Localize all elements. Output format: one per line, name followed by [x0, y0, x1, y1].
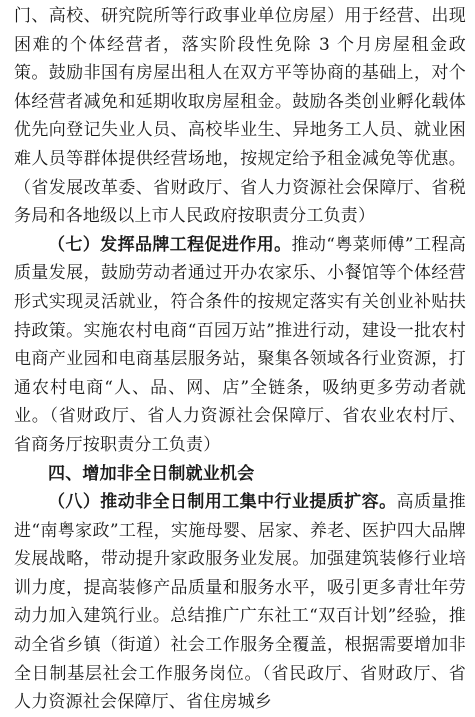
paragraph-brand-projects [14, 231, 466, 460]
paragraph-part-time-employment [14, 488, 466, 717]
document-page [14, 2, 466, 717]
heading-text: 四、增加非全日制就业机会 [48, 463, 255, 484]
paragraph-text: 高质量推进“南粤家政”工程，实施母婴、居家、养老、医护四大品牌发展战略，带动提升家政服务业发展。加强建筑装修行业培训力度，提高装修产品质量和服务水平，吸引更多青壮年劳动力加入建筑行业。总结推广广东社工“双百计划”经验，推动全省乡镇（街道）社会工作服务全覆盖，根据需要增加非全日制基层社会工作服务岗位。（省民政厅、省财政厅、省人力资源社会保障厅、省住房城乡 [14, 492, 466, 713]
paragraph-text: 推动“粤菜师傅”工程高质量发展，鼓励劳动者通过开办农家乐、小餐馆等个体经营形式实现灵活就业，符合条件的按规定落实有关创业补贴扶持政策。实施农村电商“百园万站”推进行动，建设一批农村电商产业园和电商基层服务站，聚集各领域各行业资源，打通农村电商“人、品、网、店”全链条，吸纳更多劳动者就业。（省财政厅、省人力资源社会保障厅、省农业农村厅、省商务厅按职责分工负责） [14, 234, 466, 455]
section-lead-8: （八）推动非全日制用工集中行业提质扩容。 [48, 492, 397, 513]
section-heading-4 [14, 460, 466, 489]
paragraph-text: 门、高校、研究院所等行政事业单位房屋）用于经营、出现困难的个体经营者，落实阶段性免除 3 个月房屋租金政策。鼓励非国有房屋出租人在双方平等协商的基础上，对个体经营者减免和延期收取房屋租金。鼓励各类创业孵化载体优先向登记失业人员、高校毕业生、异地务工人员、就业困难人员等群体提供经营场地，按规定给予租金减免等优惠。（省发展改革委、省财政厅、省人力资源社会保障厅、省税务局和各地级以上市人民政府按职责分工负责） [14, 6, 466, 227]
section-lead-7: （七）发挥品牌工程促进作用。 [48, 234, 292, 255]
paragraph-rent-relief [14, 2, 466, 231]
